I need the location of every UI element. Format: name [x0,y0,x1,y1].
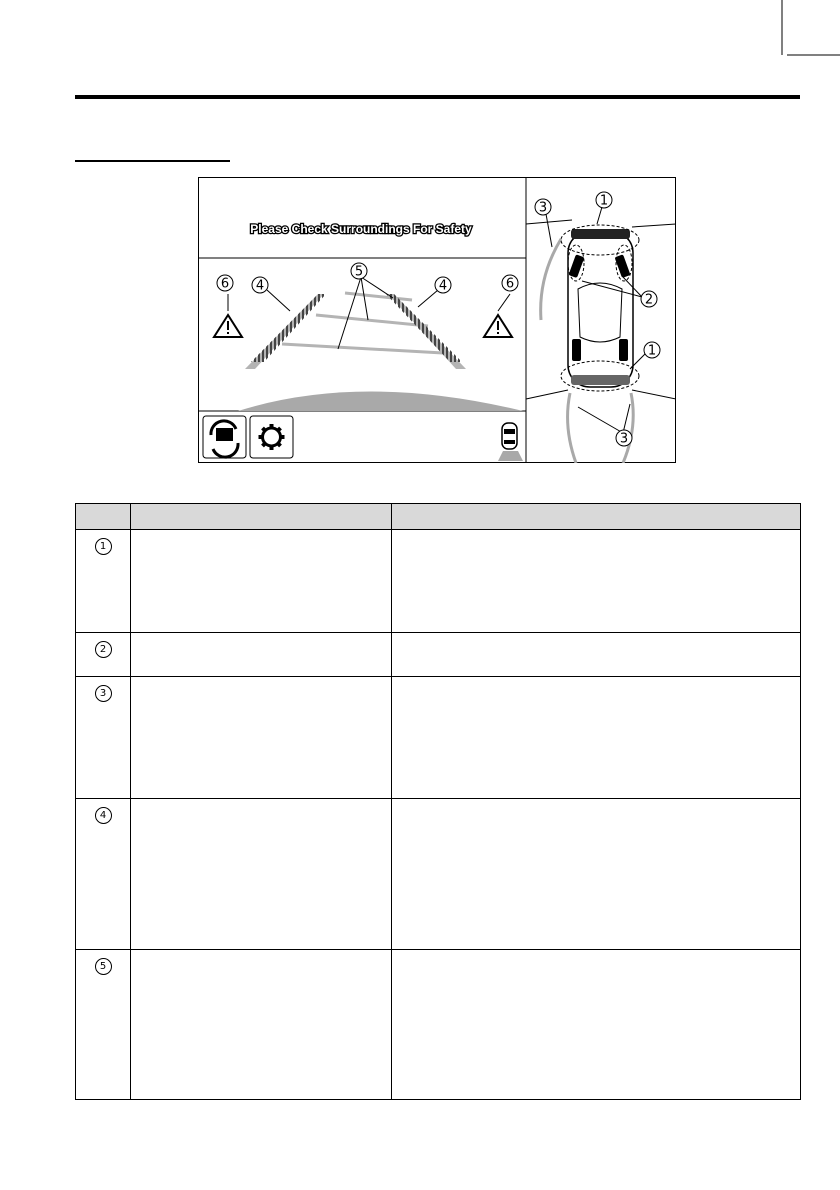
callout-2 [641,291,657,308]
svg-text:3: 3 [619,431,629,447]
row-name [131,799,392,950]
legend-table [75,503,801,1100]
svg-text:6: 6 [220,276,230,292]
table-row [76,950,801,1100]
header-number [76,504,131,530]
camera-display-svg [198,177,676,463]
svg-text:4: 4 [255,278,265,294]
svg-text:1: 1 [599,193,609,209]
table-row [76,677,801,799]
svg-text:3: 3 [538,200,548,216]
row-number: 1 [95,538,112,555]
svg-text:1: 1 [647,343,657,359]
settings-button[interactable] [250,416,293,458]
camera-switch-button[interactable] [203,416,246,458]
callout-4-right [435,277,451,294]
row-description [392,530,801,633]
svg-text:4: 4 [438,278,448,294]
callout-5 [351,263,367,280]
callout-3-bottom [616,430,632,447]
table-row [76,633,801,677]
row-name [131,633,392,677]
row-description [392,633,801,677]
callout-3-top [535,199,551,216]
section-heading-underline [75,160,230,162]
callout-6-left [217,275,233,292]
row-description [392,799,801,950]
table-header-row [76,504,801,530]
row-number: 2 [95,641,112,658]
row-number: 5 [95,958,112,975]
row-name [131,530,392,633]
row-description [392,677,801,799]
row-description [392,950,801,1100]
header-rule [75,95,800,99]
svg-text:6: 6 [505,276,515,292]
svg-text:5: 5 [354,264,364,280]
callout-6-right [502,275,518,292]
row-number: 3 [95,685,112,702]
header-name [131,504,392,530]
table-row [76,799,801,950]
callout-4-left [252,277,268,294]
row-name [131,677,392,799]
row-name [131,950,392,1100]
callout-1-top [596,192,612,209]
header-description [392,504,801,530]
camera-display-figure [198,177,676,463]
table-row [76,530,801,633]
row-number: 4 [95,807,112,824]
callout-1-bottom [644,342,660,359]
svg-text:2: 2 [644,292,654,308]
crop-marks [0,0,840,60]
safety-banner-text: Please Check Surroundings For Safety [250,222,472,236]
